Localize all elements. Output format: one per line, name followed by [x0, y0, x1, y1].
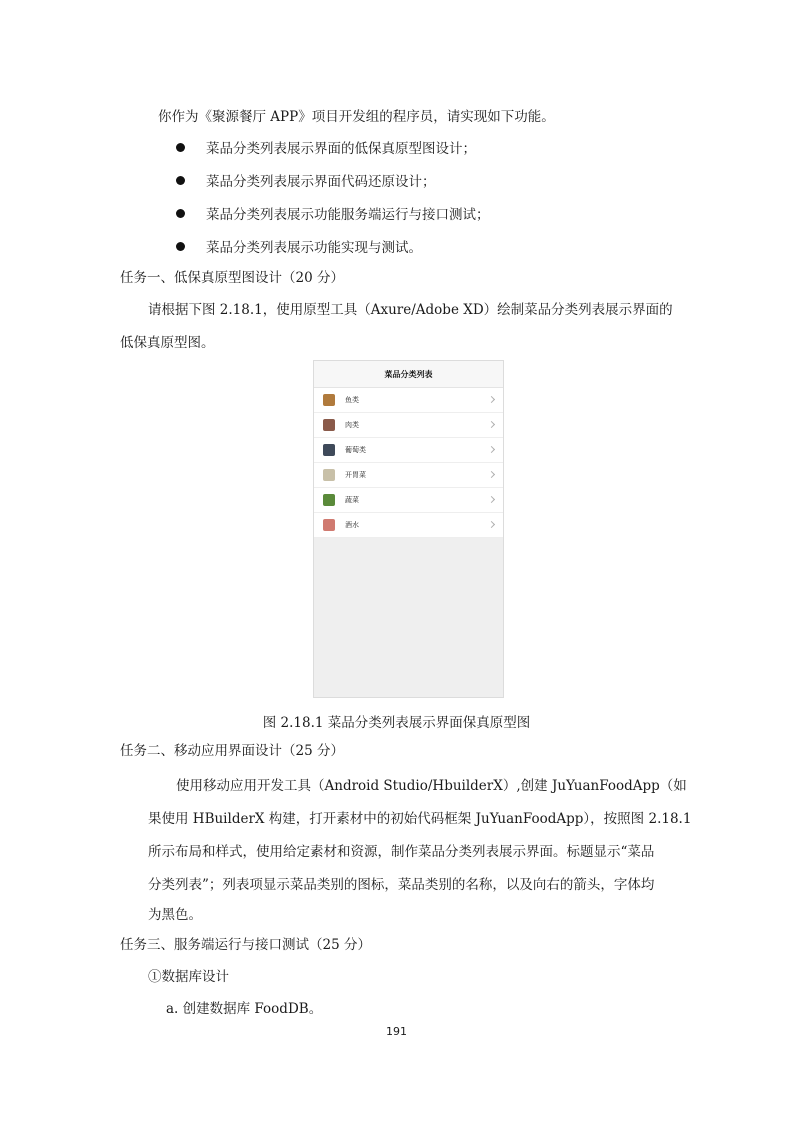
mockup-title: 菜品分类列表 — [314, 361, 503, 388]
bullet-item: 菜品分类列表展示界面的低保真原型图设计； — [206, 141, 476, 157]
task3-heading: 任务三、服务端运行与接口测试（25 分） — [120, 937, 371, 953]
mockup-item-label: 开胃菜 — [345, 471, 366, 479]
meat-thumbnail — [323, 419, 335, 431]
bullet-dot-icon — [176, 242, 185, 251]
mockup-list-item — [314, 388, 503, 413]
chevron-right-icon — [488, 471, 495, 478]
mockup-item-label: 肉类 — [345, 421, 359, 429]
chevron-right-icon — [488, 496, 495, 503]
bullet-dot-icon — [176, 209, 185, 218]
mockup-category-list — [314, 388, 503, 538]
bullet-dot-icon — [176, 176, 185, 185]
task2-heading: 任务二、移动应用界面设计（25 分） — [120, 743, 344, 759]
bullet-item: 菜品分类列表展示功能服务端运行与接口测试； — [206, 207, 490, 223]
chevron-right-icon — [488, 396, 495, 403]
mockup-item-label: 葡萄类 — [345, 446, 366, 454]
appetizer-thumbnail — [323, 469, 335, 481]
chevron-right-icon — [488, 421, 495, 428]
mockup-list-item — [314, 463, 503, 488]
mockup-list-item — [314, 513, 503, 538]
mockup-item-label: 酒水 — [345, 521, 359, 529]
task1-body: 请根据下图 2.18.1，使用原型工具（Axure/Adobe XD）绘制菜品分类列表展示界面的 — [148, 302, 673, 318]
mockup-list-item — [314, 413, 503, 438]
task1-heading: 任务一、低保真原型图设计（20 分） — [120, 270, 344, 286]
task2-body: 为黑色。 — [148, 907, 202, 923]
task3-item-a: a. 创建数据库 FoodDB。 — [166, 1001, 323, 1017]
task2-body: 使用移动应用开发工具（Android Studio/HbuilderX）,创建 JuYuanFoodApp（如 — [176, 778, 687, 794]
bullet-item: 菜品分类列表展示界面代码还原设计； — [206, 174, 436, 190]
page-number: 191 — [386, 1025, 407, 1038]
chevron-right-icon — [488, 521, 495, 528]
mockup-item-label: 鱼类 — [345, 396, 359, 404]
drinks-thumbnail — [323, 519, 335, 531]
task2-body: 分类列表”；列表项显示菜品类别的图标，菜品类别的名称，以及向右的箭头，字体均 — [148, 877, 655, 893]
chevron-right-icon — [488, 446, 495, 453]
fish-thumbnail — [323, 394, 335, 406]
mockup-list-item — [314, 488, 503, 513]
task2-body: 果使用 HBuilderX 构建，打开素材中的初始代码框架 JuYuanFoodApp），按照图 2.18.1 — [148, 811, 692, 827]
task2-body: 所示布局和样式，使用给定素材和资源，制作菜品分类列表展示界面。标题显示“菜品 — [148, 844, 655, 860]
grape-thumbnail — [323, 444, 335, 456]
task1-body-cont: 低保真原型图。 — [120, 335, 215, 351]
vegetable-thumbnail — [323, 494, 335, 506]
task3-subheading: ①数据库设计 — [148, 969, 229, 985]
bullet-item: 菜品分类列表展示功能实现与测试。 — [206, 240, 422, 256]
intro-text: 你作为《聚源餐厅 APP》项目开发组的程序员，请实现如下功能。 — [158, 109, 555, 125]
mockup-item-label: 蔬菜 — [345, 496, 359, 504]
prototype-mockup — [313, 360, 504, 698]
figure-caption: 图 2.18.1 菜品分类列表展示界面保真原型图 — [262, 715, 531, 731]
bullet-dot-icon — [176, 143, 185, 152]
mockup-list-item — [314, 438, 503, 463]
